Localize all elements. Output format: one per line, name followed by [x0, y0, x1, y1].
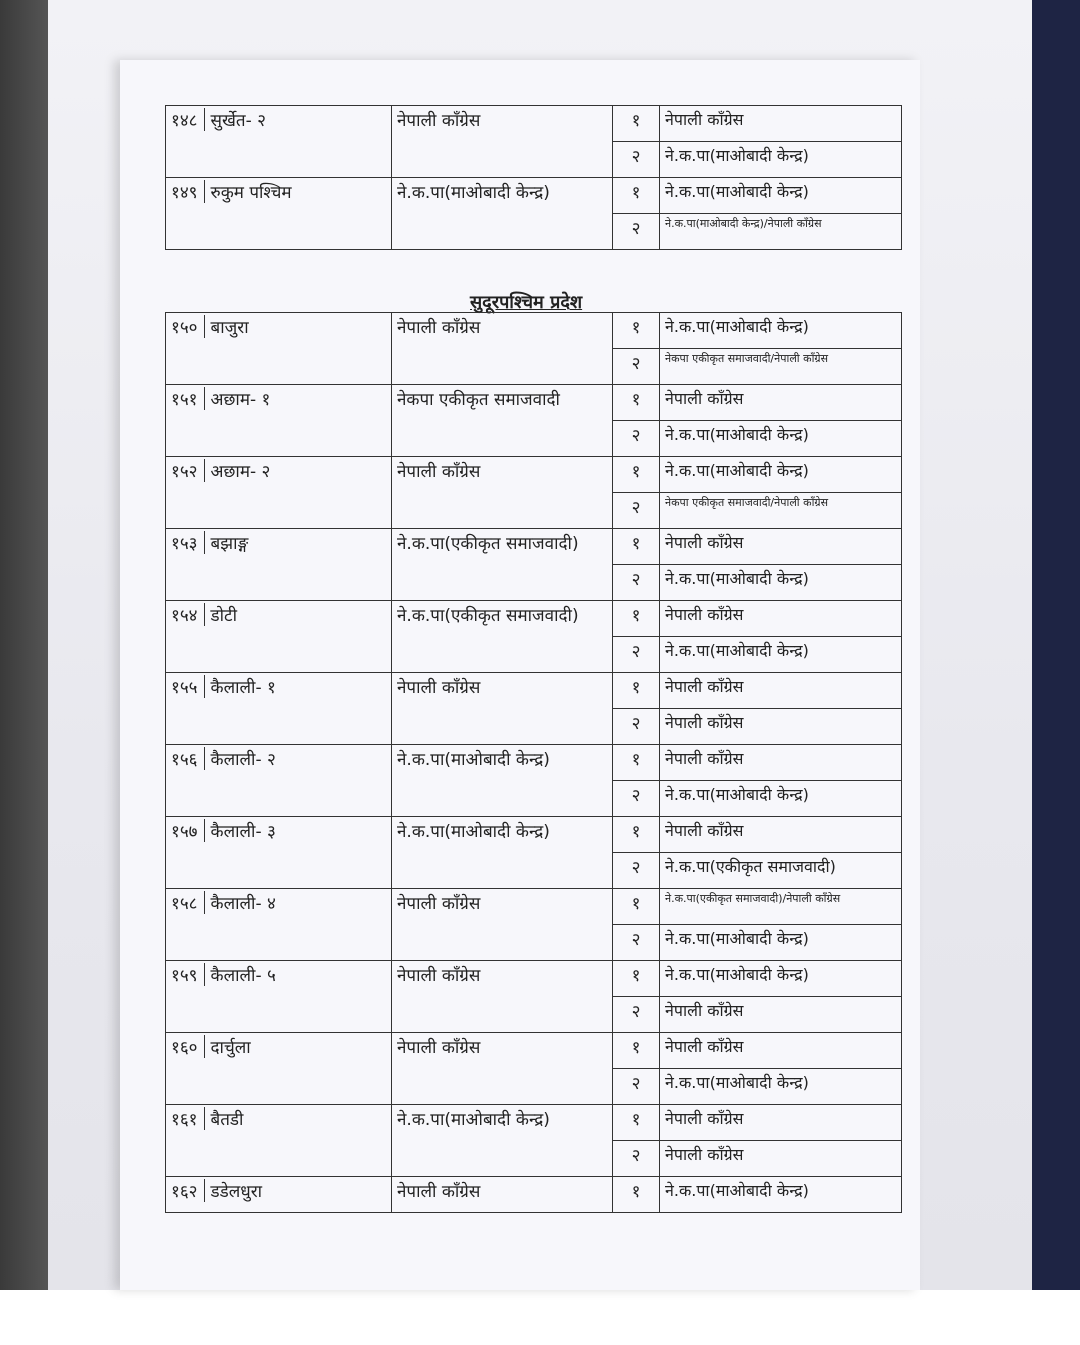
serial-number: १५४ — [171, 603, 205, 626]
allocated-party: नेपाली काँग्रेस — [660, 1105, 902, 1141]
table-row — [166, 106, 902, 142]
rank-number: १ — [613, 889, 660, 925]
allocated-party: नेपाली काँग्रेस — [660, 385, 902, 421]
rank-number: २ — [613, 493, 660, 529]
rank-number: २ — [613, 1069, 660, 1105]
constituency-cell — [166, 1177, 392, 1213]
rank-number: २ — [613, 997, 660, 1033]
rank-number: १ — [613, 457, 660, 493]
rank-number: २ — [613, 421, 660, 457]
rank-number: १ — [613, 529, 660, 565]
constituency-cell — [166, 106, 392, 178]
table-row — [166, 1177, 902, 1213]
rank-number: २ — [613, 709, 660, 745]
rank-number: २ — [613, 853, 660, 889]
constituency-cell — [166, 817, 392, 889]
rank-number: १ — [613, 673, 660, 709]
rank-number: १ — [613, 1033, 660, 1069]
winning-party: नेकपा एकीकृत समाजवादी — [392, 385, 613, 457]
constituency-cell — [166, 961, 392, 1033]
allocated-party: ने.क.पा(माओबादी केन्द्र) — [660, 457, 902, 493]
winning-party: ने.क.पा(माओबादी केन्द्र) — [392, 1105, 613, 1177]
constituency-cell — [166, 601, 392, 673]
winning-party: ने.क.पा(एकीकृत समाजवादी) — [392, 601, 613, 673]
constituency-name: कैलाली- ३ — [210, 822, 276, 842]
allocated-party: ने.क.पा(एकीकृत समाजवादी)/नेपाली काँग्रेस — [660, 889, 902, 925]
table-row — [166, 457, 902, 493]
rank-number: २ — [613, 565, 660, 601]
constituency-name: कैलाली- २ — [210, 750, 276, 770]
winning-party: नेपाली काँग्रेस — [392, 961, 613, 1033]
allocated-party: नेपाली काँग्रेस — [660, 1141, 902, 1177]
serial-number: १५७ — [171, 819, 205, 842]
constituency-name: अछाम- २ — [210, 462, 271, 482]
constituency-cell — [166, 889, 392, 961]
constituency-table-sudurpaschim — [165, 312, 902, 1213]
rank-number: १ — [613, 106, 660, 142]
winning-party: ने.क.पा(माओबादी केन्द्र) — [392, 745, 613, 817]
winning-party: ने.क.पा(माओबादी केन्द्र) — [392, 178, 613, 250]
allocated-party: ने.क.पा(माओबादी केन्द्र) — [660, 961, 902, 997]
rank-number: २ — [613, 214, 660, 250]
table-row — [166, 961, 902, 997]
rank-number: २ — [613, 925, 660, 961]
winning-party: नेपाली काँग्रेस — [392, 457, 613, 529]
rank-number: २ — [613, 142, 660, 178]
rank-number: २ — [613, 637, 660, 673]
constituency-name: डोटी — [210, 606, 238, 626]
allocated-party: ने.क.पा(माओबादी केन्द्र) — [660, 421, 902, 457]
allocated-party: ने.क.पा(माओबादी केन्द्र) — [660, 313, 902, 349]
allocated-party: ने.क.पा(एकीकृत समाजवादी) — [660, 853, 902, 889]
fabric-background — [1032, 0, 1080, 1290]
allocated-party: ने.क.पा(माओबादी केन्द्र) — [660, 1177, 902, 1213]
table-row — [166, 817, 902, 853]
winning-party: नेपाली काँग्रेस — [392, 673, 613, 745]
allocated-party: नेपाली काँग्रेस — [660, 997, 902, 1033]
table-row — [166, 889, 902, 925]
rank-number: १ — [613, 1105, 660, 1141]
serial-number: १६२ — [171, 1179, 205, 1202]
constituency-name: सुर्खेत- २ — [210, 111, 266, 131]
constituency-cell — [166, 673, 392, 745]
table-row — [166, 313, 902, 349]
allocated-party: ने.क.पा(माओबादी केन्द्र) — [660, 565, 902, 601]
constituency-cell — [166, 313, 392, 385]
constituency-name: कैलाली- ५ — [210, 966, 276, 986]
constituency-name: बझाङ्ग — [210, 534, 249, 554]
winning-party: नेपाली काँग्रेस — [392, 1033, 613, 1105]
constituency-name: कैलाली- ४ — [210, 894, 276, 914]
allocated-party: नेपाली काँग्रेस — [660, 106, 902, 142]
constituency-cell — [166, 457, 392, 529]
constituency-name: डडेलधुरा — [210, 1182, 263, 1202]
allocated-party: नेपाली काँग्रेस — [660, 529, 902, 565]
constituency-cell — [166, 1033, 392, 1105]
constituency-cell — [166, 529, 392, 601]
allocated-party: नेकपा एकीकृत समाजवादी/नेपाली काँग्रेस — [660, 493, 902, 529]
rank-number: १ — [613, 178, 660, 214]
table-row — [166, 385, 902, 421]
serial-number: १६१ — [171, 1107, 205, 1130]
table-row — [166, 1105, 902, 1141]
allocated-party: ने.क.पा(माओबादी केन्द्र) — [660, 637, 902, 673]
allocated-party: ने.क.पा(माओबादी केन्द्र) — [660, 1069, 902, 1105]
section-heading: सुदूरपश्चिम प्रदेश — [470, 292, 583, 313]
allocated-party: नेपाली काँग्रेस — [660, 1033, 902, 1069]
allocated-party: ने.क.पा(माओबादी केन्द्र)/नेपाली काँग्रेस — [660, 214, 902, 250]
table-row — [166, 673, 902, 709]
rank-number: २ — [613, 349, 660, 385]
rank-number: २ — [613, 1141, 660, 1177]
serial-number: १५५ — [171, 675, 205, 698]
winning-party: नेपाली काँग्रेस — [392, 889, 613, 961]
serial-number: १५८ — [171, 891, 205, 914]
table-row — [166, 601, 902, 637]
allocated-party: ने.क.पा(माओबादी केन्द्र) — [660, 178, 902, 214]
allocated-party: नेपाली काँग्रेस — [660, 601, 902, 637]
constituency-name: रुकुम पश्चिम — [210, 183, 292, 203]
serial-number: १५० — [171, 315, 205, 338]
serial-number: १५६ — [171, 747, 205, 770]
table-row — [166, 529, 902, 565]
constituency-table-top — [165, 105, 902, 250]
rank-number: २ — [613, 781, 660, 817]
serial-number: १५२ — [171, 459, 205, 482]
allocated-party: नेपाली काँग्रेस — [660, 817, 902, 853]
constituency-name: बाजुरा — [210, 318, 249, 338]
constituency-cell — [166, 385, 392, 457]
table-row — [166, 745, 902, 781]
allocated-party: नेकपा एकीकृत समाजवादी/नेपाली काँग्रेस — [660, 349, 902, 385]
rank-number: १ — [613, 817, 660, 853]
winning-party: नेपाली काँग्रेस — [392, 106, 613, 178]
serial-number: १४९ — [171, 180, 205, 203]
allocated-party: नेपाली काँग्रेस — [660, 709, 902, 745]
table-row — [166, 1033, 902, 1069]
serial-number: १५९ — [171, 963, 205, 986]
allocated-party: नेपाली काँग्रेस — [660, 745, 902, 781]
serial-number: १४८ — [171, 108, 205, 131]
constituency-cell — [166, 178, 392, 250]
constituency-name: कैलाली- १ — [210, 678, 276, 698]
serial-number: १६० — [171, 1035, 205, 1058]
winning-party: ने.क.पा(माओबादी केन्द्र) — [392, 817, 613, 889]
constituency-name: अछाम- १ — [210, 390, 271, 410]
constituency-cell — [166, 745, 392, 817]
constituency-name: बैतडी — [210, 1110, 244, 1130]
allocated-party: ने.क.पा(माओबादी केन्द्र) — [660, 781, 902, 817]
rank-number: १ — [613, 601, 660, 637]
allocated-party: ने.क.पा(माओबादी केन्द्र) — [660, 142, 902, 178]
rank-number: १ — [613, 313, 660, 349]
allocated-party: ने.क.पा(माओबादी केन्द्र) — [660, 925, 902, 961]
allocated-party: नेपाली काँग्रेस — [660, 673, 902, 709]
rank-number: १ — [613, 1177, 660, 1213]
serial-number: १५१ — [171, 387, 205, 410]
constituency-name: दार्चुला — [210, 1038, 251, 1058]
constituency-cell — [166, 1105, 392, 1177]
rank-number: १ — [613, 745, 660, 781]
serial-number: १५३ — [171, 531, 205, 554]
winning-party: नेपाली काँग्रेस — [392, 313, 613, 385]
rank-number: १ — [613, 961, 660, 997]
winning-party: नेपाली काँग्रेस — [392, 1177, 613, 1213]
winning-party: ने.क.पा(एकीकृत समाजवादी) — [392, 529, 613, 601]
rank-number: १ — [613, 385, 660, 421]
table-row — [166, 178, 902, 214]
